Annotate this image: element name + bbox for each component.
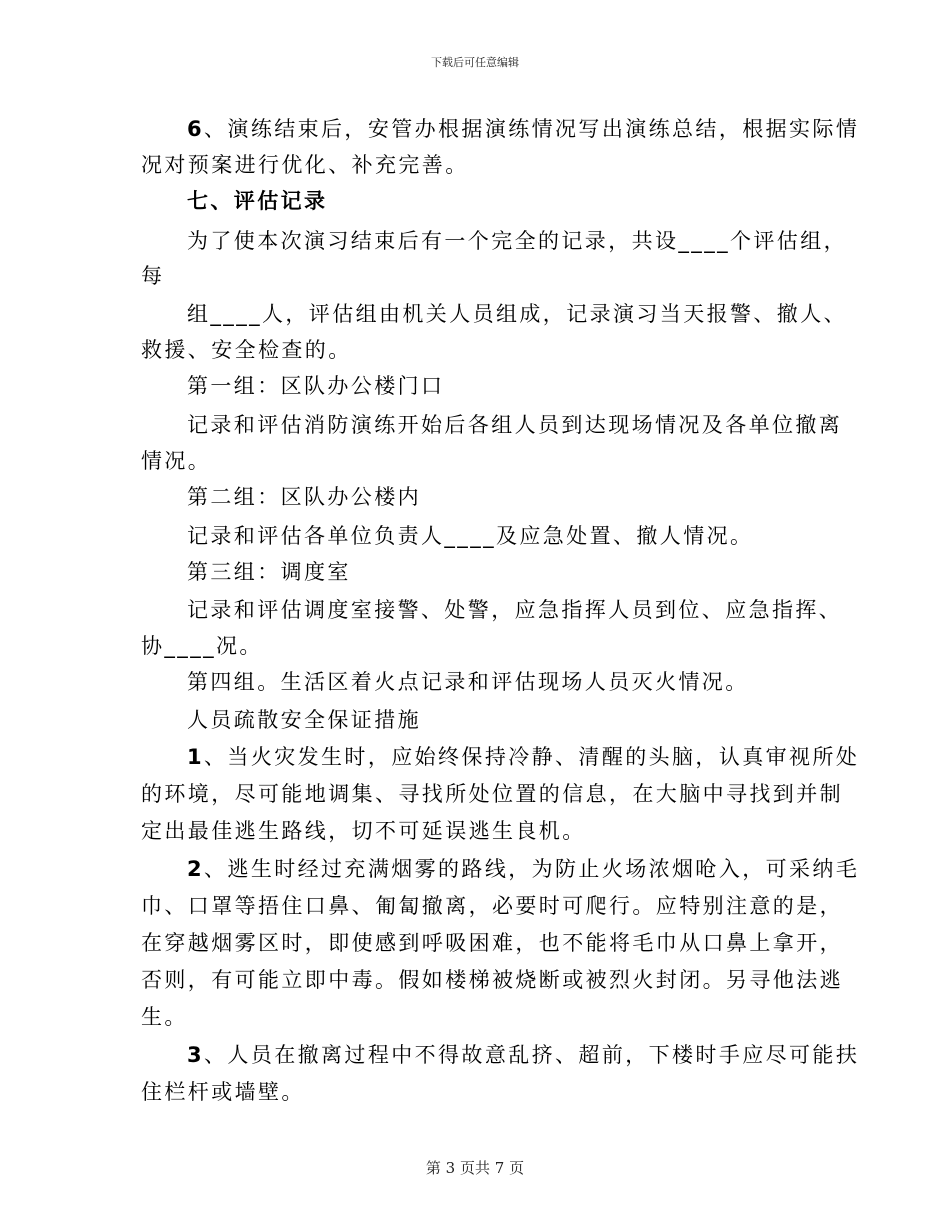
item-1-line-2: 的环境，尽可能地调集、寻找所处位置的信息，在大脑中寻找到并制 — [141, 782, 843, 806]
item-number: 6 — [187, 117, 205, 141]
line-text: 、演练结束后，安管办根据演练情况写出演练总结，根据实际情 — [204, 117, 860, 141]
item-number: 3 — [187, 1043, 205, 1067]
line-text: 、人员在撤离过程中不得故意乱挤、超前，下楼时手应尽可能扶 — [204, 1043, 860, 1067]
item-3-line-1 — [187, 1040, 859, 1070]
item-number: 1 — [187, 745, 205, 769]
item-2-line-2: 巾、口罩等捂住口鼻、匍匐撤离，必要时可爬行。应特别注意的是， — [141, 894, 843, 918]
page-header: 下载后可任意编辑 — [431, 56, 519, 69]
eval-intro-line-1: 为了使本次演习结束后有一个完全的记录，共设____个评估组， — [187, 229, 847, 253]
item-1-line-3: 定出最佳逃生路线，切不可延误逃生良机。 — [141, 819, 586, 843]
group-1-desc-line-1: 记录和评估消防演练开始后各组人员到达现场情况及各单位撤离 — [187, 413, 843, 437]
eval-intro-line-2: 每 — [141, 264, 165, 288]
group-1-desc-line-2: 情况。 — [141, 449, 212, 473]
eval-intro-line-3: 组____人，评估组由机关人员组成，记录演习当天报警、撤人、 — [187, 302, 847, 326]
item-3-line-2: 住栏杆或墙壁。 — [141, 1080, 305, 1104]
item-2-line-1 — [187, 854, 859, 884]
evacuation-heading: 人员疏散安全保证措施 — [187, 708, 421, 732]
eval-intro-line-4: 救援、安全检查的。 — [141, 338, 352, 362]
paragraph-6-line-1 — [187, 114, 859, 144]
group-3-title: 第三组：调度室 — [187, 560, 351, 584]
group-2-title: 第二组：区队办公楼内 — [187, 485, 421, 509]
item-2-line-4: 否则，有可能立即中毒。假如楼梯被烧断或被烈火封闭。另寻他法逃 — [141, 968, 843, 992]
page-footer: 第 3 页共 7 页 — [425, 1159, 525, 1177]
group-3-desc-line-1: 记录和评估调度室接警、处警，应急指挥人员到位、应急指挥、 — [187, 598, 843, 622]
group-1-title: 第一组：区队办公楼门口 — [187, 374, 445, 398]
line-text: 、逃生时经过充满烟雾的路线，为防止火场浓烟呛入，可采纳毛 — [204, 857, 860, 881]
item-1-line-1 — [187, 742, 859, 772]
group-2-desc: 记录和评估各单位负责人____及应急处置、撤人情况。 — [187, 524, 754, 548]
item-number: 2 — [187, 857, 205, 881]
group-4-desc: 第四组。生活区着火点记录和评估现场人员灭火情况。 — [187, 670, 749, 694]
item-2-line-5: 生。 — [141, 1005, 188, 1029]
group-3-desc-line-2: 协____况。 — [141, 634, 263, 658]
paragraph-6-line-2: 况对预案进行优化、补充完善。 — [141, 153, 469, 177]
item-2-line-3: 在穿越烟雾区时，即使感到呼吸困难，也不能将毛巾从口鼻上拿开， — [141, 931, 843, 955]
section-heading: 七、评估记录 — [187, 189, 328, 213]
line-text: 、当火灾发生时，应始终保持冷静、清醒的头脑，认真审视所处 — [204, 745, 860, 769]
